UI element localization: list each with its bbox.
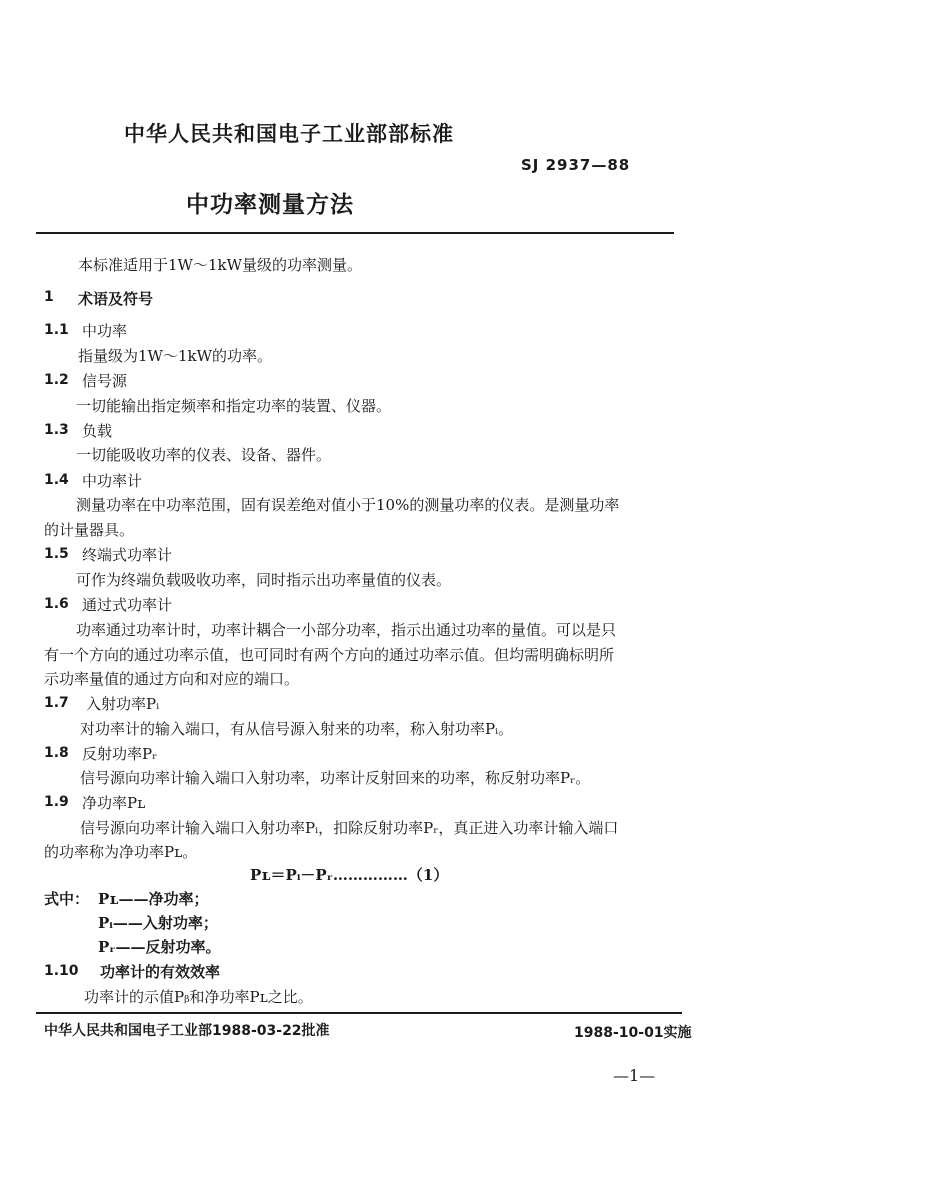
item-1-6-body-line: 功率通过功率计时，功率计耦合一小部分功率，指示出通过功率的量值。可以是只 bbox=[76, 621, 617, 639]
item-1-9-body-line: 信号源向功率计输入端口入射功率Pᵢ，扣除反射功率Pᵣ，真正进入功率计输入端口 bbox=[80, 819, 619, 837]
item-1-9-body-line: 的功率称为净功率Pʟ。 bbox=[44, 843, 198, 861]
item-1-5-body-line: 可作为终端负载吸收功率，同时指示出功率量值的仪表。 bbox=[76, 571, 452, 589]
formula-where-label: 式中： bbox=[44, 890, 90, 908]
item-1-4-body-line: 测量功率在中功率范围，固有误差绝对值小于10%的测量功率的仪表。是测量功率 bbox=[76, 496, 620, 514]
item-1-4-body-line: 的计量器具。 bbox=[44, 521, 135, 539]
item-1-3-number: 1.3 bbox=[44, 422, 69, 438]
item-1-9-title: 净功率Pʟ bbox=[82, 794, 146, 812]
item-1-1-title: 中功率 bbox=[82, 322, 128, 340]
formula-definition: Pʟ——净功率； bbox=[98, 890, 209, 908]
item-1-3-body-line: 一切能吸收功率的仪表、设备、器件。 bbox=[76, 446, 332, 464]
org-title: 中华人民共和国电子工业部部标准 bbox=[124, 122, 454, 146]
item-1-2-body-line: 一切能输出指定频率和指定功率的装置、仪器。 bbox=[76, 397, 392, 415]
item-1-6-body-line: 示功率量值的通过方向和对应的端口。 bbox=[44, 670, 300, 688]
header-rule bbox=[36, 232, 674, 234]
item-1-5-number: 1.5 bbox=[44, 546, 69, 562]
item-1-10-title: 功率计的有效效率 bbox=[100, 963, 221, 981]
item-1-6-number: 1.6 bbox=[44, 596, 69, 612]
item-1-7-number: 1.7 bbox=[44, 695, 69, 711]
item-1-7-title: 入射功率Pᵢ bbox=[86, 695, 160, 713]
item-1-1-number: 1.1 bbox=[44, 322, 69, 338]
approval-line: 中华人民共和国电子工业部1988-03-22批准 bbox=[44, 1023, 330, 1039]
item-1-4-number: 1.4 bbox=[44, 472, 69, 488]
section-1-number: 1 bbox=[44, 289, 54, 305]
item-1-8-number: 1.8 bbox=[44, 745, 69, 761]
item-1-10-body-line: 功率计的示值Pᵦ和净功率Pʟ之比。 bbox=[84, 988, 313, 1006]
effective-date: 1988-10-01实施 bbox=[574, 1025, 692, 1041]
item-1-7-body-line: 对功率计的输入端口，有从信号源入射来的功率，称入射功率Pᵢ。 bbox=[80, 720, 514, 738]
item-1-9-number: 1.9 bbox=[44, 794, 69, 810]
formula-expression: Pʟ＝Pᵢ－Pᵣ……………（1） bbox=[250, 866, 449, 884]
formula-definition: Pᵢ——入射功率； bbox=[98, 914, 218, 932]
item-1-6-title: 通过式功率计 bbox=[82, 596, 173, 614]
section-1-title: 术语及符号 bbox=[78, 290, 154, 308]
item-1-8-body-line: 信号源向功率计输入端口入射功率，功率计反射回来的功率，称反射功率Pᵣ。 bbox=[80, 769, 591, 787]
item-1-6-body-line: 有一个方向的通过功率示值，也可同时有两个方向的通过功率示值。但均需明确标明所 bbox=[44, 646, 615, 664]
intro-text: 本标准适用于1W～1kW量级的功率测量。 bbox=[78, 256, 363, 274]
item-1-2-title: 信号源 bbox=[82, 372, 128, 390]
footer-rule bbox=[36, 1012, 682, 1014]
item-1-1-body-line: 指量级为1W～1kW的功率。 bbox=[78, 347, 273, 365]
standard-code: SJ 2937—88 bbox=[521, 156, 631, 174]
item-1-8-title: 反射功率Pᵣ bbox=[82, 745, 158, 763]
item-1-2-number: 1.2 bbox=[44, 372, 69, 388]
item-1-4-title: 中功率计 bbox=[82, 472, 143, 490]
item-1-10-number: 1.10 bbox=[44, 963, 79, 979]
formula-definition: Pᵣ——反射功率。 bbox=[98, 938, 221, 956]
doc-title: 中功率测量方法 bbox=[186, 192, 354, 218]
page-number: —1— bbox=[613, 1066, 656, 1085]
item-1-3-title: 负载 bbox=[82, 422, 113, 440]
item-1-5-title: 终端式功率计 bbox=[82, 546, 173, 564]
